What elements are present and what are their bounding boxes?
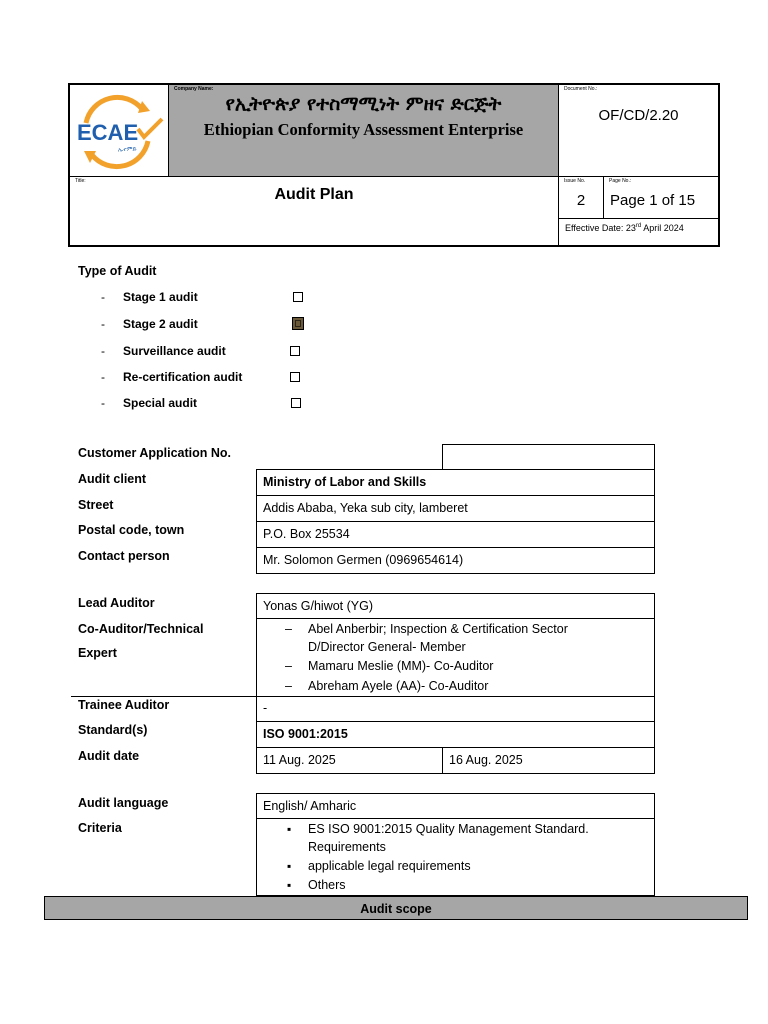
document-no: OF/CD/2.20: [598, 107, 679, 124]
page-no-label: Page No.:: [609, 178, 632, 184]
logo-cell: [70, 85, 169, 176]
audit-date-end-field: [442, 747, 655, 774]
lead-auditor-label: Lead Auditor: [78, 596, 155, 610]
page-title: Audit Plan: [274, 186, 354, 203]
contact-label: Contact person: [78, 549, 170, 563]
company-name-english: Ethiopian Conformity Assessment Enterprise: [203, 120, 524, 139]
dash: -: [101, 370, 105, 384]
postal-label: Postal code, town: [78, 523, 185, 537]
co-auditor-dash: –: [285, 679, 292, 693]
company-name-cell: [169, 85, 559, 176]
company-name-label: Company Name:: [174, 86, 214, 92]
criteria-item: Others: [308, 878, 346, 892]
lead-auditor-value: Yonas G/hiwot (YG): [263, 599, 374, 613]
audit-client-value: Ministry of Labor and Skills: [263, 475, 427, 489]
document-no-label: Document No.:: [564, 86, 598, 92]
effective-date-sup: rd: [635, 223, 642, 229]
dash: -: [101, 344, 105, 358]
audit-language-field: [256, 793, 655, 819]
dash: -: [101, 317, 105, 331]
page-no-cell: [604, 177, 718, 218]
contact-field: [256, 547, 655, 574]
logo-text: ECAE: [77, 120, 139, 145]
standard-value: ISO 9001:2015: [263, 727, 348, 741]
dash: -: [101, 396, 105, 410]
co-auditor-item-cont: D/Director General- Member: [308, 640, 466, 654]
recertification-checkbox[interactable]: [290, 372, 300, 382]
criteria-item: ES ISO 9001:2015 Quality Management Standard.: [308, 822, 589, 836]
dash: -: [101, 290, 105, 304]
type-of-audit-heading: Type of Audit: [78, 264, 157, 278]
trainee-label: Trainee Auditor: [78, 698, 170, 712]
bullet-icon: ▪: [287, 822, 292, 836]
application-no-label: Customer Application No.: [78, 446, 232, 460]
criteria-label: Criteria: [78, 821, 122, 835]
co-auditor-item: Abel Anberbir; Inspection & Certification Sector: [308, 622, 568, 636]
option-stage1-label: Stage 1 audit: [123, 290, 198, 304]
effective-date-cell: [559, 219, 718, 245]
postal-field: [256, 521, 655, 548]
effective-date: [565, 223, 684, 233]
stage1-checkbox[interactable]: [293, 292, 303, 302]
standard-field: [256, 721, 655, 748]
audit-date-end: 16 Aug. 2025: [449, 753, 523, 767]
trainee-value: -: [263, 701, 268, 715]
surveillance-checkbox[interactable]: [290, 346, 300, 356]
title-cell: [70, 177, 559, 245]
audit-date-start: 11 Aug. 2025: [263, 753, 336, 767]
row-divider: [71, 696, 257, 697]
option-special-label: Special audit: [123, 396, 198, 410]
audit-client-field: [256, 469, 655, 496]
co-auditor-item: Abreham Ayele (AA)- Co-Auditor: [308, 679, 489, 693]
audit-language-label: Audit language: [78, 796, 169, 810]
effective-date-prefix: Effective Date: 23: [565, 223, 636, 233]
co-auditor-dash: –: [285, 622, 292, 636]
co-auditor-dash: –: [285, 659, 292, 673]
trainee-field: [256, 696, 655, 722]
option-stage2-label: Stage 2 audit: [123, 317, 198, 331]
logo-subtext: ኢተምድ: [118, 146, 137, 153]
criteria-field: [256, 818, 655, 896]
criteria-item-cont: Requirements: [308, 840, 386, 854]
criteria-item: applicable legal requirements: [308, 859, 471, 873]
postal-value: P.O. Box 25534: [263, 527, 350, 541]
bullet-icon: ▪: [287, 859, 292, 873]
ecae-logo: [70, 85, 168, 176]
page-no: Page 1 of 15: [610, 192, 696, 209]
street-label: Street: [78, 498, 114, 512]
option-recertification-label: Re-certification audit: [123, 370, 243, 384]
stage2-checkbox[interactable]: [292, 317, 304, 330]
issue-no: 2: [576, 192, 586, 209]
audit-scope-title: Audit scope: [360, 902, 432, 916]
audit-scope-header: [44, 896, 748, 920]
audit-date-label: Audit date: [78, 749, 140, 763]
special-checkbox[interactable]: [291, 398, 301, 408]
issue-no-cell: [559, 177, 604, 218]
street-field: [256, 495, 655, 522]
option-surveillance-label: Surveillance audit: [123, 344, 226, 358]
co-auditor-label-expert: Expert: [78, 646, 117, 660]
issue-no-label: Issue No.: [564, 178, 586, 184]
audit-language-value: English/ Amharic: [263, 799, 357, 813]
standard-label: Standard(s): [78, 723, 148, 737]
street-value: Addis Ababa, Yeka sub city, lamberet: [263, 501, 468, 515]
audit-client-label: Audit client: [78, 472, 147, 486]
co-auditor-item: Mamaru Meslie (MM)- Co-Auditor: [308, 659, 494, 673]
lead-auditor-field: [256, 593, 655, 619]
co-auditor-label: Co-Auditor/Technical: [78, 622, 204, 636]
company-name-amharic: የኢትዮጵያ የተስማሚነት ምዘና ድርጅት: [225, 93, 502, 115]
application-no-field: [442, 444, 655, 470]
audit-date-start-field: [256, 747, 443, 774]
bullet-icon: ▪: [287, 878, 292, 892]
title-label: Title:: [75, 178, 86, 184]
document-no-cell: [559, 85, 718, 176]
co-auditor-field: [256, 618, 655, 697]
effective-date-suffix: April 2024: [641, 223, 684, 233]
contact-value: Mr. Solomon Germen (0969654614): [263, 553, 464, 567]
